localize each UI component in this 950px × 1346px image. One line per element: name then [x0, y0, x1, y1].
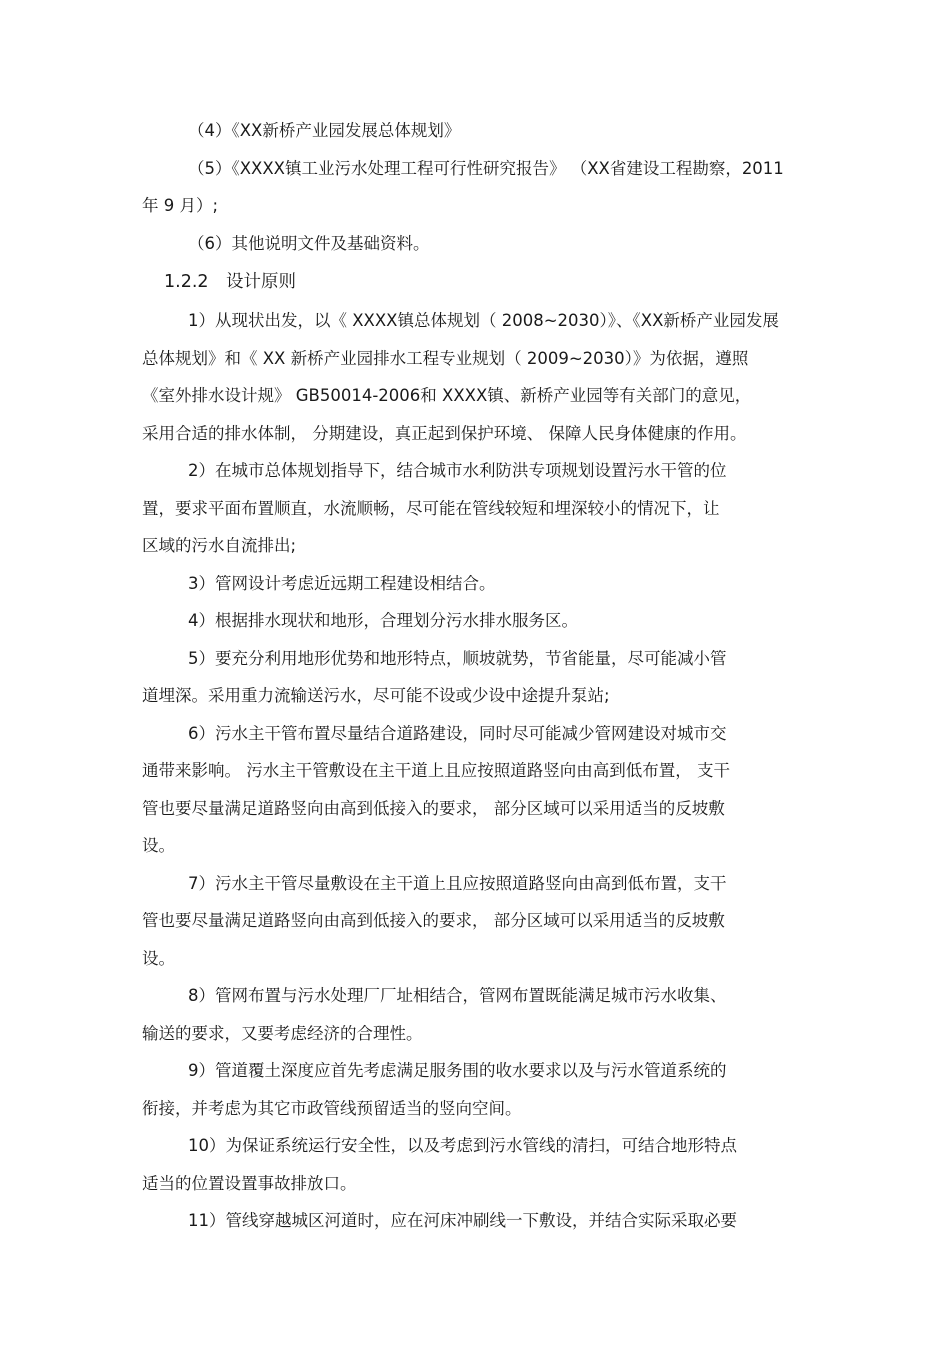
text-line: 衔接，并考虑为其它市政管线预留适当的竖向空间。 — [142, 1098, 522, 1118]
principle-7: 7）污水主干管尽量敷设在主干道上且应按照道路竖向由高到低布置，支干 — [188, 873, 727, 893]
text-line: 置，要求平面布置顺直，水流顺畅，尽可能在管线较短和埋深较小的情况下，让 — [142, 498, 720, 518]
principle-3: 3）管网设计考虑近远期工程建设相结合。 — [188, 573, 496, 593]
document-body — [142, 112, 814, 1240]
text-line: 通带来影响。 污水主干管敷设在主干道上且应按照道路竖向由高到低布置， 支干 — [142, 761, 730, 780]
principle-11: 11）管线穿越城区河道时，应在河床冲刷线一下敷设，并结合实际采取必要 — [188, 1211, 737, 1230]
text-line: 设。 — [142, 948, 175, 968]
principle-4: 4）根据排水现状和地形，合理划分污水排水服务区。 — [188, 611, 578, 630]
reference-item-5: （5）《XXXX镇工业污水处理工程可行性研究报告》 （XX省建设工程勘察，2011 — [188, 158, 784, 178]
reference-item-4: （4）《XX新桥产业园发展总体规划》 — [188, 121, 461, 140]
text-line: 设。 — [142, 836, 175, 855]
text-line: 《室外排水设计规》 GB50014-2006和 XXXX镇、新桥产业园等有关部门的意见， — [142, 386, 752, 405]
principle-6: 6）污水主干管布置尽量结合道路建设，同时尽可能减少管网建设对城市交 — [188, 723, 727, 743]
section-heading — [142, 262, 814, 302]
principle-8: 8）管网布置与污水处理厂厂址相结合，管网布置既能满足城市污水收集、 — [188, 986, 727, 1005]
section-number: 1.2.2 — [164, 272, 209, 292]
principle-1: 1）从现状出发，以《 XXXX镇总体规划（ 2008~2030）》、《XX新桥产业园发展 — [188, 311, 779, 330]
text-line: 采用合适的排水体制， 分期建设，真正起到保护环境、 保障人民身体健康的作用。 — [142, 423, 747, 443]
text-line: 输送的要求，又要考虑经济的合理性。 — [142, 1023, 423, 1043]
principle-10: 10）为保证系统运行安全性，以及考虑到污水管线的清扫，可结合地形特点 — [188, 1136, 737, 1155]
text-line: 道埋深。采用重力流输送污水，尽可能不设或少设中途提升泵站; — [142, 686, 610, 705]
text-line: 区域的污水自流排出; — [142, 536, 297, 555]
reference-item-5-cont: 年 9 月）; — [142, 196, 219, 215]
text-line: 总体规划》和《 XX 新桥产业园排水工程专业规划（ 2009~2030）》为依据，遵照 — [142, 348, 749, 368]
text-line: 管也要尽量满足道路竖向由高到低接入的要求， 部分区域可以采用适当的反坡敷 — [142, 911, 725, 930]
principle-2: 2）在城市总体规划指导下，结合城市水利防洪专项规划设置污水干管的位 — [188, 461, 727, 480]
text-line: 适当的位置设置事故排放口。 — [142, 1173, 357, 1193]
reference-item-6: （6）其他说明文件及基础资料。 — [188, 233, 430, 253]
section-title: 设计原则 — [226, 272, 296, 292]
principle-9: 9）管道覆土深度应首先考虑满足服务围的收水要求以及与污水管道系统的 — [188, 1061, 727, 1080]
principle-5: 5）要充分利用地形优势和地形特点，顺坡就势，节省能量，尽可能减小管 — [188, 648, 727, 668]
text-line: 管也要尽量满足道路竖向由高到低接入的要求， 部分区域可以采用适当的反坡敷 — [142, 798, 725, 818]
